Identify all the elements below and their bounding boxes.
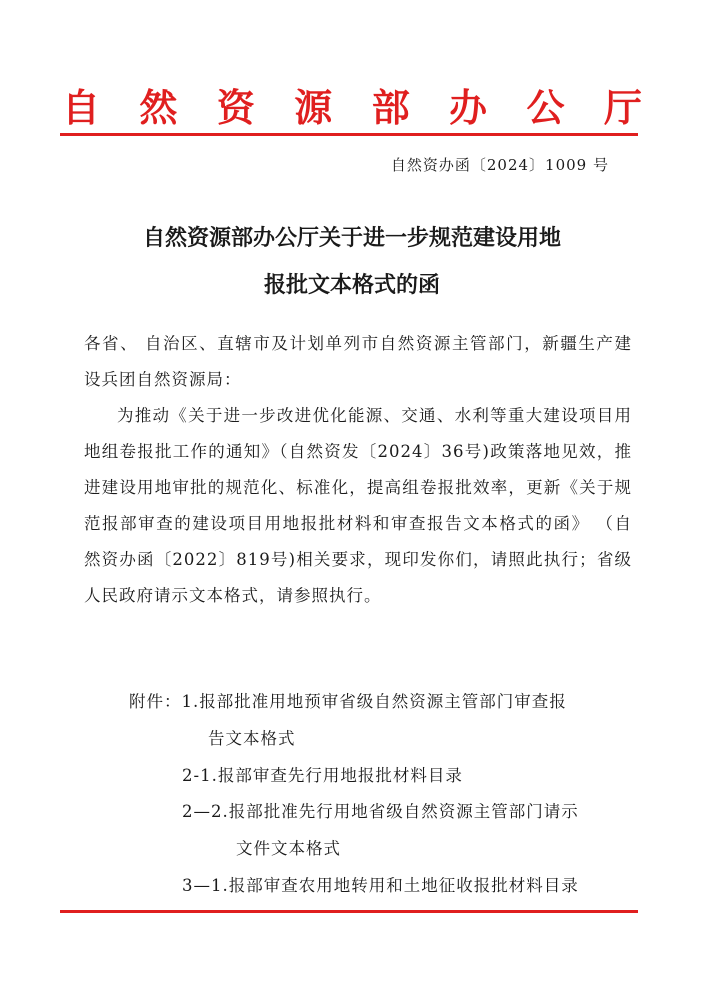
org-char: 公 xyxy=(526,85,565,130)
header-divider xyxy=(60,133,638,136)
org-char: 办 xyxy=(449,85,488,130)
org-char: 部 xyxy=(371,85,410,130)
org-char: 然 xyxy=(139,85,178,130)
org-char: 资 xyxy=(216,85,255,130)
footer-divider xyxy=(60,910,638,913)
attachment-item-3-line-2: 文件文本格式 xyxy=(236,839,341,858)
org-char: 源 xyxy=(294,85,333,130)
org-char: 自 xyxy=(62,85,101,130)
attachment-item-4: 3—1.报部审查农用地转用和土地征收报批材料目录 xyxy=(182,876,579,895)
body-paragraph: 为推动《关于进一步改进优化能源、交通、水利等重大建设项目用地组卷报批工作的通知》（自然资发〔2024〕36号)政策落地见效，推进建设用地审批的规范化、标准化，提高组卷报批效率，更新《关于规范报部审查的建设项目用地报批材料和审查报告文本格式的函》 （自然资办函〔2022〕819号)相关要求，现印发你们，请照此执行；省级人民政府请示文本格式，请参照执行。 xyxy=(84,406,632,605)
document-number: 自然资办函〔2024〕1009 号 xyxy=(390,156,609,174)
issuing-organization-header xyxy=(62,84,642,132)
document-title-line-2: 报批文本格式的函 xyxy=(263,273,440,298)
org-char: 厅 xyxy=(603,85,642,130)
attachment-item-1-line-2: 告文本格式 xyxy=(208,729,296,748)
addressee: 各省、 自治区、直辖市及计划单列市自然资源主管部门，新疆生产建设兵团自然资源局： xyxy=(84,334,632,389)
attachment-item-1-line-1: 附件：1.报部批准用地预审省级自然资源主管部门审查报 xyxy=(129,692,567,711)
attachment-item-2: 2-1.报部审查先行用地报批材料目录 xyxy=(182,766,463,785)
document-title-line-1: 自然资源部办公厅关于进一步规范建设用地 xyxy=(142,226,561,251)
attachment-item-3-line-1: 2—2.报部批准先行用地省级自然资源主管部门请示 xyxy=(182,802,579,821)
